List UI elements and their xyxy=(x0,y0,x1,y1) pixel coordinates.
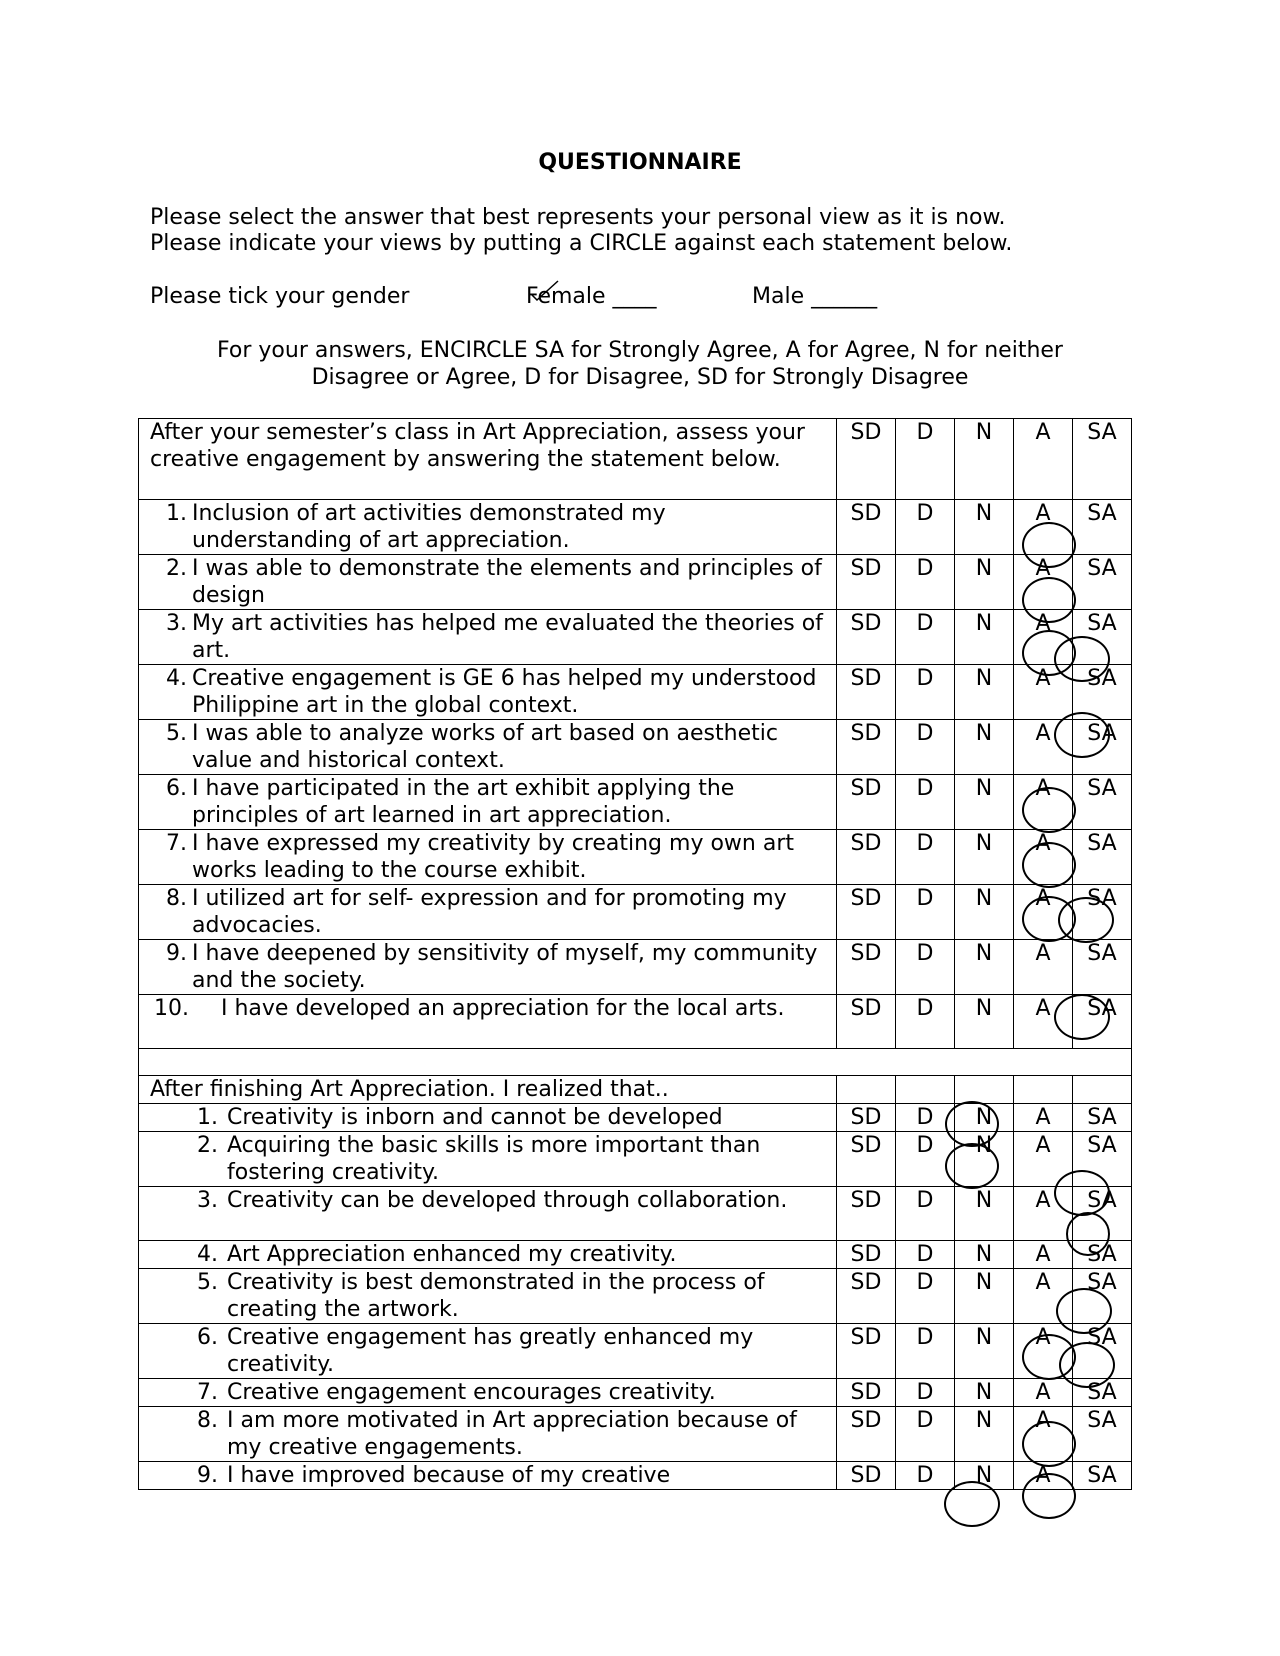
section1-item9-option-n[interactable]: N xyxy=(955,940,1014,995)
section1-item3-option-sd[interactable]: SD xyxy=(837,610,896,665)
section1-item7-option-n[interactable]: N xyxy=(955,830,1014,885)
section1-item8-option-sa[interactable]: SA xyxy=(1073,885,1132,940)
section1-header-option-a[interactable]: A xyxy=(1014,419,1073,500)
statement-cell xyxy=(139,720,837,775)
section2-item2-option-a[interactable]: A xyxy=(1014,1132,1073,1187)
table-row xyxy=(139,1269,1132,1324)
section1-item2-option-n[interactable]: N xyxy=(955,555,1014,610)
empty-scale-cell xyxy=(955,1076,1014,1104)
statement-text: Art Appreciation enhanced my creativity. xyxy=(227,1242,677,1267)
table-row xyxy=(139,555,1132,610)
section1-item2-option-d[interactable]: D xyxy=(896,555,955,610)
statement-number: 4. xyxy=(197,1242,218,1267)
section2-item2-option-sd[interactable]: SD xyxy=(837,1132,896,1187)
section2-item6-option-a[interactable]: A xyxy=(1014,1324,1073,1379)
statement-cell xyxy=(139,665,837,720)
section2-item6-option-d[interactable]: D xyxy=(896,1324,955,1379)
section1-item4-option-sa[interactable]: SA xyxy=(1073,665,1132,720)
section2-item4-option-a[interactable]: A xyxy=(1014,1241,1073,1269)
section1-item7-option-a[interactable]: A xyxy=(1014,830,1073,885)
section1-item3-option-a[interactable]: A xyxy=(1014,610,1073,665)
statement-number: 1. xyxy=(197,1105,218,1130)
section2-item6-option-sd[interactable]: SD xyxy=(837,1324,896,1379)
section1-item8-option-d[interactable]: D xyxy=(896,885,955,940)
section2-item1-option-n[interactable]: N xyxy=(955,1104,1014,1132)
section2-item7-option-n[interactable]: N xyxy=(955,1379,1014,1407)
section1-item5-option-d[interactable]: D xyxy=(896,720,955,775)
statement-cell xyxy=(139,1187,837,1241)
section2-item7-option-a[interactable]: A xyxy=(1014,1379,1073,1407)
empty-scale-cell xyxy=(1073,1076,1132,1104)
section1-item5-option-sd[interactable]: SD xyxy=(837,720,896,775)
statement-text: Creative engagement is GE 6 has helped my understood Philippine art in the global context. xyxy=(192,666,817,718)
section2-item5-option-n[interactable]: N xyxy=(955,1269,1014,1324)
section1-item7-option-d[interactable]: D xyxy=(896,830,955,885)
statement-number: 5. xyxy=(166,721,187,746)
section2-item9-option-sa[interactable]: SA xyxy=(1073,1462,1132,1490)
section1-item1-option-a[interactable]: A xyxy=(1014,500,1073,555)
section2-item8-option-a[interactable]: A xyxy=(1014,1407,1073,1462)
section2-item1-option-sa[interactable]: SA xyxy=(1073,1104,1132,1132)
statement-cell xyxy=(139,1241,837,1269)
statement-text: Creativity is best demonstrated in the process of creating the artwork. xyxy=(227,1270,765,1322)
legend-line-2: Disagree or Agree, D for Disagree, SD for Strongly Disagree xyxy=(311,365,969,390)
section2-header-row xyxy=(139,1076,1132,1104)
statement-number: 8. xyxy=(197,1408,218,1433)
statement-number: 2. xyxy=(166,556,187,581)
statement-text: Acquiring the basic skills is more important than fostering creativity. xyxy=(227,1133,761,1185)
section1-item6-option-sa[interactable]: SA xyxy=(1073,775,1132,830)
section2-item9-option-sd[interactable]: SD xyxy=(837,1462,896,1490)
statement-cell xyxy=(139,500,837,555)
section2-item5-option-d[interactable]: D xyxy=(896,1269,955,1324)
section1-item6-option-d[interactable]: D xyxy=(896,775,955,830)
section1-item6-option-n[interactable]: N xyxy=(955,775,1014,830)
statement-number: 8. xyxy=(166,886,187,911)
table-row xyxy=(139,665,1132,720)
statement-cell xyxy=(139,830,837,885)
statement-text: Creative engagement encourages creativity. xyxy=(227,1380,716,1405)
section2-item1-option-d[interactable]: D xyxy=(896,1104,955,1132)
statement-number: 7. xyxy=(197,1380,218,1405)
section1-item1-option-n[interactable]: N xyxy=(955,500,1014,555)
statement-cell xyxy=(139,1269,837,1324)
statement-cell xyxy=(139,940,837,995)
statement-cell xyxy=(139,1324,837,1379)
section2-item3-option-d[interactable]: D xyxy=(896,1187,955,1241)
section1-item9-option-sa[interactable]: SA xyxy=(1073,940,1132,995)
section1-item8-option-n[interactable]: N xyxy=(955,885,1014,940)
section2-item3-option-sa[interactable]: SA xyxy=(1073,1187,1132,1241)
table-row xyxy=(139,1187,1132,1241)
statement-number: 2. xyxy=(197,1133,218,1158)
statement-text: Inclusion of art activities demonstrated my understanding of art appreciation. xyxy=(192,501,666,553)
section1-item2-option-sa[interactable]: SA xyxy=(1073,555,1132,610)
section2-item8-option-sd[interactable]: SD xyxy=(837,1407,896,1462)
section2-item4-option-d[interactable]: D xyxy=(896,1241,955,1269)
section1-item10-option-sa[interactable]: SA xyxy=(1073,995,1132,1049)
section1-item10-option-sd[interactable]: SD xyxy=(837,995,896,1049)
section2-item8-option-d[interactable]: D xyxy=(896,1407,955,1462)
section1-item5-option-sa[interactable]: SA xyxy=(1073,720,1132,775)
statement-number: 10. xyxy=(154,996,189,1021)
spacer-row xyxy=(139,1049,1132,1076)
checkmark-icon xyxy=(530,279,570,303)
section1-item9-option-sd[interactable]: SD xyxy=(837,940,896,995)
section1-item9-option-d[interactable]: D xyxy=(896,940,955,995)
section1-item3-option-n[interactable]: N xyxy=(955,610,1014,665)
table-row xyxy=(139,1379,1132,1407)
table-row xyxy=(139,1104,1132,1132)
section1-item7-option-sa[interactable]: SA xyxy=(1073,830,1132,885)
section2-item5-option-a[interactable]: A xyxy=(1014,1269,1073,1324)
section1-item3-option-d[interactable]: D xyxy=(896,610,955,665)
section2-item1-option-a[interactable]: A xyxy=(1014,1104,1073,1132)
section2-item7-option-d[interactable]: D xyxy=(896,1379,955,1407)
table-row xyxy=(139,940,1132,995)
statement-number: 9. xyxy=(197,1463,218,1488)
section1-item1-option-sd[interactable]: SD xyxy=(837,500,896,555)
statement-text: I was able to analyze works of art based on aesthetic value and historical context. xyxy=(192,721,778,773)
statement-text: I was able to demonstrate the elements and principles of design xyxy=(192,556,822,608)
table-row xyxy=(139,1462,1132,1490)
section1-item4-option-sd[interactable]: SD xyxy=(837,665,896,720)
statement-text: My art activities has helped me evaluated the theories of art. xyxy=(192,611,823,663)
spacer-cell xyxy=(139,1049,1132,1076)
table-row xyxy=(139,1132,1132,1187)
section2-item8-option-n[interactable]: N xyxy=(955,1407,1014,1462)
statement-number: 7. xyxy=(166,831,187,856)
section2-item3-option-a[interactable]: A xyxy=(1014,1187,1073,1241)
section1-header-row xyxy=(139,419,1132,500)
section2-item4-option-sd[interactable]: SD xyxy=(837,1241,896,1269)
gender-prompt: Please tick your gender xyxy=(150,284,410,309)
statement-cell xyxy=(139,885,837,940)
statement-cell xyxy=(139,555,837,610)
table-row xyxy=(139,1241,1132,1269)
section1-item4-option-d[interactable]: D xyxy=(896,665,955,720)
statement-text: I have improved because of my creative xyxy=(227,1463,671,1488)
section2-header-text: After finishing Art Appreciation. I realized that.. xyxy=(139,1076,837,1104)
section1-header-option-sd[interactable]: SD xyxy=(837,419,896,500)
section1-header-option-sa[interactable]: SA xyxy=(1073,419,1132,500)
statement-text: I have expressed my creativity by creating my own art works leading to the course exhibit. xyxy=(192,831,795,883)
section1-item4-option-n[interactable]: N xyxy=(955,665,1014,720)
statement-cell xyxy=(139,1104,837,1132)
table-row xyxy=(139,830,1132,885)
table-row xyxy=(139,500,1132,555)
section1-item10-option-d[interactable]: D xyxy=(896,995,955,1049)
section2-item2-option-d[interactable]: D xyxy=(896,1132,955,1187)
section1-header-option-n[interactable]: N xyxy=(955,419,1014,500)
section2-item3-option-sd[interactable]: SD xyxy=(837,1187,896,1241)
section1-item1-option-d[interactable]: D xyxy=(896,500,955,555)
statement-text: Creative engagement has greatly enhanced my creativity. xyxy=(227,1325,754,1377)
empty-scale-cell xyxy=(1014,1076,1073,1104)
gender-female-option[interactable]: Female ____ xyxy=(526,284,657,309)
table-row xyxy=(139,610,1132,665)
section1-item10-option-a[interactable]: A xyxy=(1014,995,1073,1049)
section1-item5-option-a[interactable]: A xyxy=(1014,720,1073,775)
section1-header-option-d[interactable]: D xyxy=(896,419,955,500)
section1-item2-option-sd[interactable]: SD xyxy=(837,555,896,610)
statement-text: Creativity is inborn and cannot be developed xyxy=(227,1105,723,1130)
section2-item9-option-n[interactable]: N xyxy=(955,1462,1014,1490)
gender-male-option[interactable]: Male ______ xyxy=(752,284,878,309)
section1-item3-option-sa[interactable]: SA xyxy=(1073,610,1132,665)
section2-item9-option-d[interactable]: D xyxy=(896,1462,955,1490)
section2-item2-option-n[interactable]: N xyxy=(955,1132,1014,1187)
statement-cell xyxy=(139,1462,837,1490)
instruction-line-1: Please select the answer that best represents your personal view as it is now. xyxy=(150,205,1006,230)
statement-number: 6. xyxy=(197,1325,218,1350)
statement-text: I have participated in the art exhibit applying the principles of art learned in art appreciation. xyxy=(192,776,735,828)
section2-item5-option-sd[interactable]: SD xyxy=(837,1269,896,1324)
questionnaire-title: QUESTIONNAIRE xyxy=(538,150,742,175)
statement-text: Creativity can be developed through collaboration. xyxy=(227,1188,788,1213)
section1-item10-option-n[interactable]: N xyxy=(955,995,1014,1049)
statement-number: 6. xyxy=(166,776,187,801)
section1-item9-option-a[interactable]: A xyxy=(1014,940,1073,995)
statement-cell xyxy=(139,1379,837,1407)
section1-item7-option-sd[interactable]: SD xyxy=(837,830,896,885)
statement-number: 1. xyxy=(166,501,187,526)
section1-item5-option-n[interactable]: N xyxy=(955,720,1014,775)
section1-item6-option-sd[interactable]: SD xyxy=(837,775,896,830)
section2-item1-option-sd[interactable]: SD xyxy=(837,1104,896,1132)
section1-item1-option-sa[interactable]: SA xyxy=(1073,500,1132,555)
section1-item2-option-a[interactable]: A xyxy=(1014,555,1073,610)
section2-item7-option-sa[interactable]: SA xyxy=(1073,1379,1132,1407)
section1-item6-option-a[interactable]: A xyxy=(1014,775,1073,830)
empty-scale-cell xyxy=(896,1076,955,1104)
section2-item8-option-sa[interactable]: SA xyxy=(1073,1407,1132,1462)
section1-item8-option-sd[interactable]: SD xyxy=(837,885,896,940)
section2-item6-option-sa[interactable]: SA xyxy=(1073,1324,1132,1379)
table-row xyxy=(139,720,1132,775)
statement-number: 3. xyxy=(166,611,187,636)
section1-header-text: After your semester’s class in Art Appreciation, assess your creative engagement by answering the statement below. xyxy=(139,419,837,500)
statement-text: I have developed an appreciation for the local arts. xyxy=(221,996,785,1021)
statement-cell xyxy=(139,995,837,1049)
section2-item3-option-n[interactable]: N xyxy=(955,1187,1014,1241)
empty-scale-cell xyxy=(837,1076,896,1104)
questionnaire-table xyxy=(138,418,1132,1490)
table-row xyxy=(139,995,1132,1049)
legend-line-1: For your answers, ENCIRCLE SA for Strongly Agree, A for Agree, N for neither xyxy=(217,338,1063,363)
instruction-line-2: Please indicate your views by putting a CIRCLE against each statement below. xyxy=(150,231,1013,256)
section1-item4-option-a[interactable]: A xyxy=(1014,665,1073,720)
statement-text: I have deepened by sensitivity of myself, my community and the society. xyxy=(192,941,818,993)
statement-number: 5. xyxy=(197,1270,218,1295)
section2-item4-option-n[interactable]: N xyxy=(955,1241,1014,1269)
section2-item4-option-sa[interactable]: SA xyxy=(1073,1241,1132,1269)
statement-number: 9. xyxy=(166,941,187,966)
statement-cell xyxy=(139,775,837,830)
statement-cell xyxy=(139,1132,837,1187)
table-row xyxy=(139,775,1132,830)
section2-item9-option-a[interactable]: A xyxy=(1014,1462,1073,1490)
section2-item5-option-sa[interactable]: SA xyxy=(1073,1269,1132,1324)
section2-item7-option-sd[interactable]: SD xyxy=(837,1379,896,1407)
table-row xyxy=(139,885,1132,940)
statement-cell xyxy=(139,610,837,665)
statement-cell xyxy=(139,1407,837,1462)
statement-text: I utilized art for self- expression and for promoting my advocacies. xyxy=(192,886,787,938)
section2-item2-option-sa[interactable]: SA xyxy=(1073,1132,1132,1187)
statement-number: 4. xyxy=(166,666,187,691)
table-row xyxy=(139,1407,1132,1462)
statement-text: I am more motivated in Art appreciation because of my creative engagements. xyxy=(227,1408,797,1460)
section2-item6-option-n[interactable]: N xyxy=(955,1324,1014,1379)
table-row xyxy=(139,1324,1132,1379)
section1-item8-option-a[interactable]: A xyxy=(1014,885,1073,940)
statement-number: 3. xyxy=(197,1188,218,1213)
